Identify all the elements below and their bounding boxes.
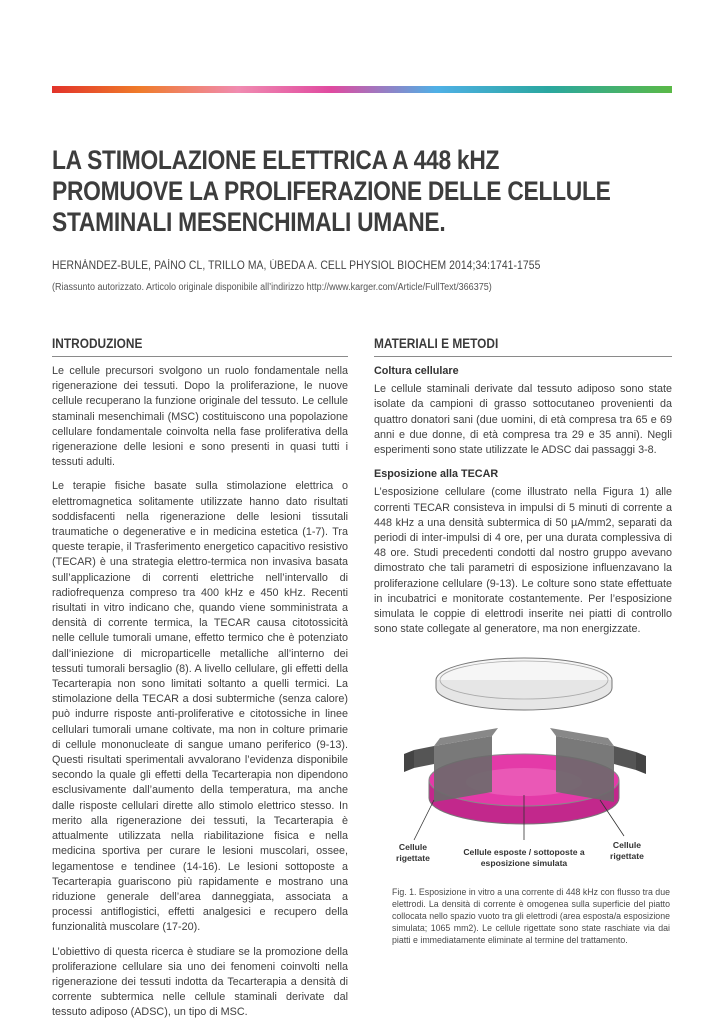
header-color-bar: [52, 86, 672, 93]
left-electrode: [434, 736, 492, 802]
right-connector: [636, 752, 646, 774]
label-exposed-cells: Cellule esposte / sottoposte a esposizione simulata: [463, 847, 585, 868]
methods-paragraph-2: L’esposizione cellulare (come illustrato nella Figura 1) alle correnti TECAR consisteva in impulsi di 5 minuti di corrente a 448 kHz a una densità subtermica di 50 µA/mm2, separati da periodi di inter-impulsi di 4 ore, per una durata complessiva di 48 ore. Studi precedenti condotti dal nostro gruppo avevano dimostrato che tali parametri di esposizione influenzavano la proliferazione cellulare (9-13). Le colture sono state effettuate in incubatrici e monitorate costantemente. Per l’esposizione simulata le coppie di elettrodi inserite nei piatti di controllo sono state collegate al generatore, ma non energizzate.: [374, 486, 672, 636]
title-line-2: PROMUOVE LA PROLIFERAZIONE DELLE CELLULE: [52, 176, 611, 206]
left-electrode-tab: [414, 746, 434, 768]
left-connector: [404, 750, 414, 772]
source-note: (Riassunto autorizzato. Articolo originale disponibile all’indirizzo http://www.karger.com/Article/FullText/366375): [52, 282, 492, 293]
pointer-left: [414, 800, 434, 840]
title-line-3: STAMINALI MESENCHIMALI UMANE.: [52, 207, 446, 237]
intro-column: [52, 364, 348, 1030]
figure-caption: Fig. 1. Esposizione in vitro a una corrente di 448 kHz con flusso tra due elettrodi. La densità di corrente è omogenea sulla superficie del piatto collocata nello spazio vuoto tra gli elettrodi (area esposta/a esposizione simulata; 1065 mm2). Le cellule rigettate sono state raschiate via dai piatti e immediatamente eliminate al termine del trattamento.: [392, 887, 670, 945]
intro-heading: INTRODUZIONE: [52, 336, 143, 351]
methods-heading: MATERIALI E METODI: [374, 336, 499, 351]
authors-citation: HERNÁNDEZ-BULE, PAÍNO CL, TRILLO MA, ÚBEDA A. CELL PHYSIOL BIOCHEM 2014;34:1741-1755: [52, 260, 541, 272]
right-electrode-tab: [614, 746, 636, 770]
title-line-1: LA STIMOLAZIONE ELETTRICA A 448 kHZ: [52, 145, 500, 175]
intro-paragraph-1: Le cellule precursori svolgono un ruolo fondamentale nella rigenerazione dei tessuti. Dopo la proliferazione, le nuove cellule recuperano la funzione originale del tessuto. Le cellule staminali mesenchimali (MSC) costituiscono una popolazione cellulare fondamentale coinvolta nella fase proliferativa della rigenerazione delle lesioni e sono presenti in quasi tutti i tessuti adulti.: [52, 365, 348, 469]
intro-rule: [52, 356, 348, 357]
methods-rule: [374, 356, 672, 357]
figure-1: [374, 650, 674, 880]
subheading-cell-culture: Coltura cellulare: [374, 365, 459, 377]
methods-column: [374, 364, 672, 646]
subheading-tecar-exposure: Esposizione alla TECAR: [374, 468, 499, 481]
label-rejected-right: Cellule rigettate: [610, 840, 644, 861]
intro-paragraph-3: L’obiettivo di questa ricerca è studiare se la promozione della proliferazione cellulare sia uno dei fenomeni coinvolti nella rigenerazione dei tessuti indotta da Tecarterapia a densità di corrente subtermica nelle cellule staminali derivate dal tessuto adiposo (ADSC), un tipo di MSC.: [52, 945, 348, 1019]
methods-paragraph-1: Le cellule staminali derivate dal tessuto adiposo sono state isolate da campioni di grasso sottocutaneo provenienti da quattro donatori sani (due uomini, di età compresa tra 65 e 69 anni e due donne, di età compresa tra 29 e 35 anni). Negli esperimenti sono state utilizzate le ADSC dai passaggi 3-8.: [374, 383, 672, 457]
dish-lid-rim: [436, 680, 612, 710]
article-title: [52, 145, 654, 238]
right-electrode: [556, 736, 614, 802]
label-rejected-left: Cellule rigettate: [396, 842, 430, 863]
intro-paragraph-2: Le terapie fisiche basate sulla stimolazione elettrica o elettromagnetica solitamente utilizzate hanno dato risultati soddisfacenti nella rigenerazione delle lesioni tissutali traumatiche o degenerative e in medicina estetica (1-7). Tra queste terapie, il Trasferimento energetico capacitivo resistivo (TECAR) è una strategia elettro-termica non invasiva basata sull’applicazione di correnti elettriche nell’intervallo di radiofrequenza compreso tra 400 kHz e 450 kHz. Recenti risultati in vitro indicano che, quando viene somministrata a densità di corrente termica, la TECAR causa citotossicità nelle cellule tumorali umane, effetto termico che è potenziato dall’iniezione di microparticelle metalliche all’interno dei tessuti tumorali bersaglio (8). A livello cellulare, gli effetti della Tecarterapia non sono limitati soltanto a quelli termici. La stimolazione della TECAR a dosi subtermiche (senza calore) può indurre risposte anti-proliferative e citotossiche in linee cellulari tumorali umane coltivate, ma non in colture primarie di cellule mononucleate di sangue umano periferico (9-13). Questi risultati sperimentali avvalorano l’evidenza disponibile secondo la quale gli effetti della Tecarterapia non dipendono esclusivamente dall’aumento della temperatura, ma anche dalle risposte cellulari dirette allo stimolo elettrico stesso. In merito alla rigenerazione dei tessuti, la Tecarterapia è attualmente utilizzata nella riabilitazione fisica e nella medicina sportiva per curare le lesioni muscolari, ossee, legamentose e tendinee (14-16). Le lesioni sottoposte a Tecarterapia guariscono più rapidamente e mostrano una riduzione generale dell’area danneggiata, associata a processi antiflogistici, effetti analgesici e recupero della funzionalità muscolare (17-20).: [52, 480, 348, 934]
